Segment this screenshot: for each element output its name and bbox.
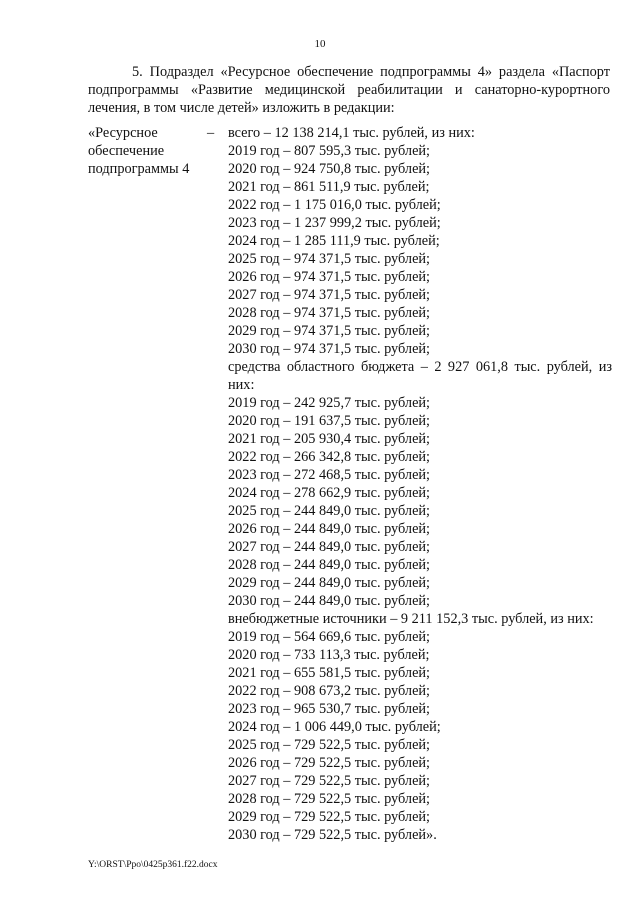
year-line: 2028 год – 974 371,5 тыс. рублей; — [228, 305, 431, 321]
year-line: 2024 год – 278 662,9 тыс. рублей; — [228, 485, 431, 501]
year-line: 2024 год – 1 285 111,9 тыс. рублей; — [228, 233, 440, 249]
year-line: 2026 год – 244 849,0 тыс. рублей; — [228, 521, 431, 537]
year-line: 2020 год – 924 750,8 тыс. рублей; — [228, 161, 431, 177]
label-line: обеспечение — [88, 143, 165, 159]
year-line: 2022 год – 1 175 016,0 тыс. рублей; — [228, 197, 441, 213]
year-line: 2025 год – 729 522,5 тыс. рублей; — [228, 737, 431, 753]
year-line: 2027 год – 244 849,0 тыс. рублей; — [228, 539, 431, 555]
year-line: 2024 год – 1 006 449,0 тыс. рублей; — [228, 719, 441, 735]
year-line: 2030 год – 244 849,0 тыс. рублей; — [228, 593, 431, 609]
year-line: 2019 год – 564 669,6 тыс. рублей; — [228, 629, 431, 645]
footer-file-path: Y:\ORST\Ppo\0425p361.f22.docx — [88, 860, 218, 870]
year-line: 2028 год – 244 849,0 тыс. рублей; — [228, 557, 431, 573]
year-line: 2023 год – 1 237 999,2 тыс. рублей; — [228, 215, 441, 231]
label-line: подпрограммы 4 — [88, 161, 190, 177]
year-line: 2030 год – 729 522,5 тыс. рублей». — [228, 827, 437, 843]
year-line: 2025 год – 244 849,0 тыс. рублей; — [228, 503, 431, 519]
intro-paragraph — [88, 63, 610, 117]
year-line: 2026 год – 729 522,5 тыс. рублей; — [228, 755, 431, 771]
year-line: 2030 год – 974 371,5 тыс. рублей; — [228, 341, 431, 357]
extrabudgetary-line: внебюджетные источники – 9 211 152,3 тыс. рублей, из них: — [228, 611, 594, 627]
year-line: 2026 год – 974 371,5 тыс. рублей; — [228, 269, 431, 285]
year-line: 2029 год – 244 849,0 тыс. рублей; — [228, 575, 431, 591]
label-line: «Ресурсное — [88, 125, 158, 141]
total-line: всего – 12 138 214,1 тыс. рублей, из них: — [228, 125, 475, 141]
resource-label — [88, 124, 208, 178]
year-line: 2020 год – 733 113,3 тыс. рублей; — [228, 647, 430, 663]
year-line: 2019 год – 242 925,7 тыс. рублей; — [228, 395, 431, 411]
year-line: 2025 год – 974 371,5 тыс. рублей; — [228, 251, 431, 267]
year-line: 2021 год – 205 930,4 тыс. рублей; — [228, 431, 431, 447]
year-line: 2020 год – 191 637,5 тыс. рублей; — [228, 413, 431, 429]
regional-budget-line: средства областного бюджета – 2 927 061,8 тыс. рублей, из них: — [228, 359, 612, 393]
year-line: 2029 год – 974 371,5 тыс. рублей; — [228, 323, 431, 339]
year-line: 2029 год – 729 522,5 тыс. рублей; — [228, 809, 431, 825]
year-line: 2023 год – 965 530,7 тыс. рублей; — [228, 701, 431, 717]
intro-text: 5. Подраздел «Ресурсное обеспечение подпрограммы 4» раздела «Паспорт подпрограммы «Развитие медицинской реабилитации и санаторно-курортного лечения, в том числе детей» изложить в редакции: — [88, 64, 610, 116]
year-line: 2021 год – 655 581,5 тыс. рублей; — [228, 665, 431, 681]
year-line: 2027 год – 974 371,5 тыс. рублей; — [228, 287, 431, 303]
year-line: 2023 год – 272 468,5 тыс. рублей; — [228, 467, 431, 483]
year-line: 2021 год – 861 511,9 тыс. рублей; — [228, 179, 430, 195]
year-line: 2022 год – 266 342,8 тыс. рублей; — [228, 449, 431, 465]
year-line: 2027 год – 729 522,5 тыс. рублей; — [228, 773, 431, 789]
year-line: 2019 год – 807 595,3 тыс. рублей; — [228, 143, 431, 159]
resource-values — [228, 124, 612, 844]
page-number: 10 — [314, 38, 326, 50]
label-dash: – — [207, 125, 215, 141]
year-line: 2022 год – 908 673,2 тыс. рублей; — [228, 683, 431, 699]
year-line: 2028 год – 729 522,5 тыс. рублей; — [228, 791, 431, 807]
